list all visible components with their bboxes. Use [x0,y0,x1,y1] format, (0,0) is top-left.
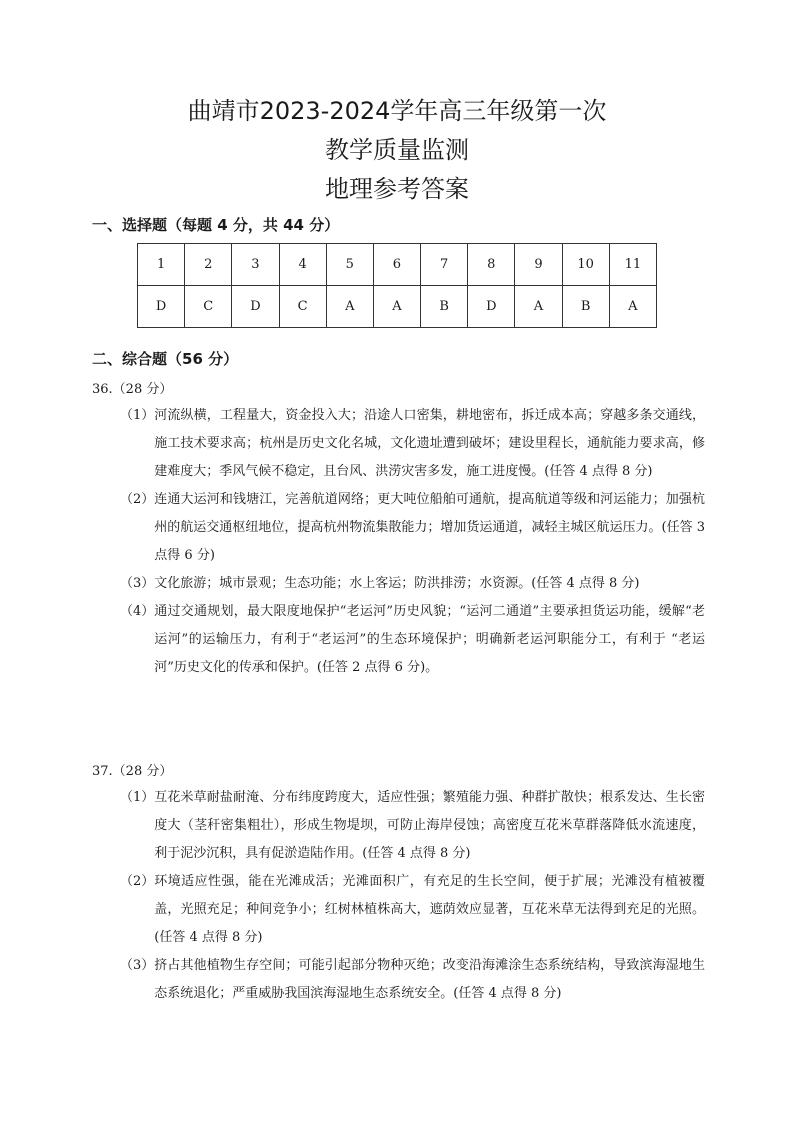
list-item [120,784,705,868]
item-text: 环境适应性强，能在光滩成活；光滩面积广，有充足的生长空间，便于扩展；光滩没有植被覆盖，光照充足；种间竞争小；红树林植株高大，遮荫效应显著，互花米草无法得到充足的光照。(任答 4 点得 8 分) [154,874,705,945]
answer-cell: D [232,286,279,328]
question-number: 1 [138,244,185,286]
question-number: 3 [232,244,279,286]
answer-table [137,243,657,328]
question-number: 8 [468,244,515,286]
section2-heading: 二、综合题（56 分） [92,350,239,368]
list-item [120,402,705,486]
item-text: 通过交通规划，最大限度地保护“老运河”历史风貌；“运河二通道”主要承担货运功能，缓解“老运河”的运输压力，有利于“老运河”的生态环境保护；明确新老运河职能分工，有利于 “老运河”历史文化的传承和保护。(任答 2 点得 6 分)。 [154,604,705,675]
section1-heading: 一、选择题（每题 4 分，共 44 分） [92,216,340,234]
list-item [120,868,705,952]
list-item [120,570,705,598]
item-number: （1） [120,790,155,805]
title-line-1: 曲靖市2023-2024学年高三年级第一次 [187,97,607,125]
item-text: 连通大运河和钱塘江，完善航道网络；更大吨位船舶可通航，提高航道等级和河运能力；加强杭州的航运交通枢纽地位，提高杭州物流集散能力；增加货运通道，减轻主城区航运压力。(任答 3 点得 6 分) [154,492,705,563]
item-number: （1） [120,408,155,423]
question-number: 4 [279,244,326,286]
question-number-row [138,244,657,286]
answer-cell: B [421,286,468,328]
list-item [120,952,705,1008]
list-item [120,486,705,570]
q36-label: 36.（28 分） [92,382,173,397]
answer-cell: C [279,286,326,328]
answer-cell: D [138,286,185,328]
item-number: （2） [120,874,155,889]
title-line-3: 地理参考答案 [325,175,469,203]
answer-cell: A [326,286,373,328]
item-text: 挤占其他植物生存空间；可能引起部分物种灭绝；改变沿海滩涂生态系统结构，导致滨海湿地生态系统退化；严重威胁我国滨海湿地生态系统安全。(任答 4 点得 8 分) [154,958,705,1001]
item-number: （3） [120,576,155,591]
q37-answer-list [120,784,705,1008]
question-number: 2 [185,244,232,286]
answer-cell: A [609,286,656,328]
question-number: 9 [515,244,562,286]
item-text: 河流纵横，工程量大，资金投入大；沿途人口密集，耕地密布，拆迁成本高；穿越多条交通线，施工技术要求高；杭州是历史文化名城，文化遗址遭到破坏；建设里程长，通航能力要求高，修建难度大；季风气候不稳定，且台风、洪涝灾害多发，施工进度慢。(任答 4 点得 8 分) [154,408,705,479]
question-number: 11 [609,244,656,286]
question-number: 6 [373,244,420,286]
item-number: （3） [120,958,155,973]
answer-cell: C [185,286,232,328]
item-number: （4） [120,604,155,619]
item-number: （2） [120,492,155,507]
item-text: 文化旅游；城市景观；生态功能；水上客运；防洪排涝；水资源。(任答 4 点得 8 分) [154,576,640,591]
answer-cell: B [562,286,609,328]
question-number: 10 [562,244,609,286]
answer-row [138,286,657,328]
title-line-2: 教学质量监测 [325,136,469,164]
answer-cell: A [515,286,562,328]
list-item [120,598,705,682]
q37-label: 37.（28 分） [92,764,173,779]
item-text: 互花米草耐盐耐淹、分布纬度跨度大，适应性强；繁殖能力强、种群扩散快；根系发达、生长密度大（茎秆密集粗壮），形成生物堤坝，可防止海岸侵蚀；高密度互花米草群落降低水流速度，利于泥沙沉积，具有促淤造陆作用。(任答 4 点得 8 分) [154,790,705,861]
question-number: 7 [421,244,468,286]
q36-answer-list [120,402,705,682]
question-number: 5 [326,244,373,286]
answer-cell: D [468,286,515,328]
answer-cell: A [373,286,420,328]
